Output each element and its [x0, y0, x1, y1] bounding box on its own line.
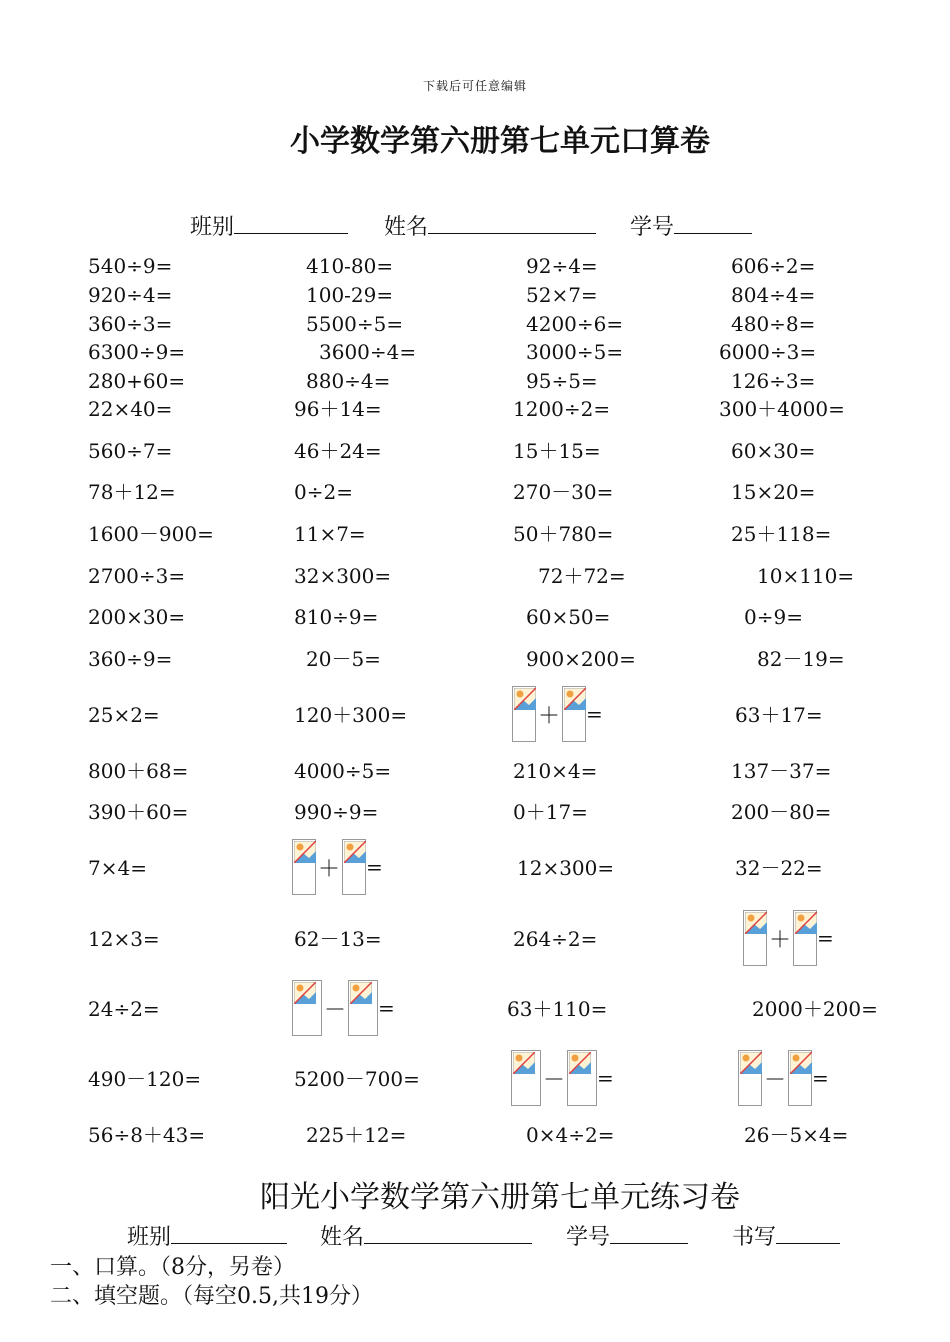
equals-sign: = — [586, 702, 603, 726]
problem: 880÷4= — [306, 369, 391, 393]
problem: 6300÷9= — [88, 340, 186, 364]
problem: 0×4÷2= — [526, 1123, 615, 1147]
problem: 26－5×4= — [744, 1123, 849, 1147]
problem: 60×50= — [526, 605, 611, 629]
class-blank[interactable] — [171, 1223, 287, 1244]
name-blank[interactable] — [364, 1223, 532, 1244]
problem: 210×4= — [513, 759, 598, 783]
problem: 540÷9= — [88, 254, 173, 278]
problem: 32×300= — [294, 564, 392, 588]
problem: 56÷8＋43= — [88, 1123, 206, 1147]
top-note: 下载后可任意编辑 — [422, 79, 527, 93]
fraction-image-placeholder — [292, 980, 322, 1036]
second-title: 阳光小学数学第六册第七单元练习卷 — [260, 1180, 740, 1215]
problem: 5200－700= — [294, 1067, 420, 1091]
name-field-2 — [320, 1220, 532, 1251]
problem: 200×30= — [88, 605, 186, 629]
id-label: 学号 — [630, 215, 675, 240]
problem: 480÷8= — [731, 312, 816, 336]
fraction-image-placeholder — [511, 1050, 541, 1106]
fraction-image-placeholder — [788, 1050, 812, 1106]
problem: 32－22= — [735, 856, 823, 880]
equals-sign: = — [597, 1066, 614, 1090]
problem: 15×20= — [731, 480, 816, 504]
name-label: 姓名 — [320, 1225, 365, 1250]
class-blank[interactable] — [234, 213, 348, 234]
fraction-image-placeholder — [743, 910, 767, 966]
writing-field — [732, 1220, 840, 1251]
fraction-image-placeholder — [348, 980, 378, 1036]
problem: 100-29= — [306, 283, 394, 307]
problem: 60×30= — [731, 439, 816, 463]
writing-label: 书写 — [732, 1225, 777, 1250]
equals-sign: = — [812, 1066, 829, 1090]
fraction-image-placeholder — [292, 839, 316, 895]
minus-sign: － — [324, 997, 347, 1023]
fraction-image-placeholder — [567, 1050, 597, 1106]
fraction-problem — [512, 686, 603, 742]
problem: 95÷5= — [526, 369, 598, 393]
fraction-image-placeholder — [512, 686, 536, 742]
minus-sign: － — [764, 1067, 787, 1093]
id-field — [630, 210, 752, 241]
problem: 390＋60= — [88, 800, 189, 824]
name-label: 姓名 — [384, 215, 429, 240]
problem: 560÷7= — [88, 439, 173, 463]
problem: 6000÷3= — [719, 340, 817, 364]
problem: 200－80= — [731, 800, 832, 824]
problem: 1200÷2= — [513, 397, 611, 421]
section-heading: 一、口算。（8分，另卷） — [50, 1255, 295, 1280]
problem: 50＋780= — [513, 522, 614, 546]
name-field — [384, 210, 596, 241]
problem: 137－37= — [731, 759, 832, 783]
plus-sign: ＋ — [318, 856, 341, 882]
problem: 126÷3= — [731, 369, 816, 393]
problem: 410-80= — [306, 254, 394, 278]
problem: 96＋14= — [294, 397, 382, 421]
problem: 900×200= — [526, 647, 636, 671]
problem: 7×4= — [88, 856, 147, 880]
plus-sign: ＋ — [769, 927, 792, 953]
problem: 4200÷6= — [526, 312, 624, 336]
problem: 280+60= — [88, 369, 186, 393]
problem: 92÷4= — [526, 254, 598, 278]
problem: 1600－900= — [88, 522, 214, 546]
problem: 11×7= — [294, 522, 366, 546]
equals-sign: = — [366, 855, 383, 879]
problem: 4000÷5= — [294, 759, 392, 783]
id-blank[interactable] — [674, 213, 752, 234]
fraction-problem — [292, 980, 395, 1036]
id-blank[interactable] — [610, 1223, 688, 1244]
problem: 5500÷5= — [306, 312, 404, 336]
problem: 120＋300= — [294, 703, 408, 727]
problem: 810÷9= — [294, 605, 379, 629]
section-heading: 二、填空题。（每空0.5,共19分） — [50, 1284, 373, 1309]
problem: 63＋17= — [735, 703, 823, 727]
problem: 20－5= — [306, 647, 381, 671]
fraction-image-placeholder — [793, 910, 817, 966]
problem: 46＋24= — [294, 439, 382, 463]
problem: 300＋4000= — [719, 397, 845, 421]
problem: 264÷2= — [513, 927, 598, 951]
problem: 22×40= — [88, 397, 173, 421]
problem: 800＋68= — [88, 759, 189, 783]
problem: 360÷3= — [88, 312, 173, 336]
fraction-image-placeholder — [342, 839, 366, 895]
page-title: 小学数学第六册第七单元口算卷 — [290, 124, 710, 159]
problem: 15＋15= — [513, 439, 601, 463]
equals-sign: = — [378, 996, 395, 1020]
id-field-2 — [566, 1220, 688, 1251]
problem: 63＋110= — [507, 997, 608, 1021]
plus-sign: ＋ — [538, 703, 561, 729]
fraction-problem — [292, 839, 383, 895]
problem: 3600÷4= — [319, 340, 417, 364]
problem: 606÷2= — [731, 254, 816, 278]
problem: 490－120= — [88, 1067, 202, 1091]
problem: 2700÷3= — [88, 564, 186, 588]
problem: 225＋12= — [306, 1123, 407, 1147]
problem: 990÷9= — [294, 800, 379, 824]
class-label: 班别 — [190, 215, 235, 240]
problem: 25×2= — [88, 703, 160, 727]
problem: 82－19= — [757, 647, 845, 671]
name-blank[interactable] — [428, 213, 596, 234]
problem: 78＋12= — [88, 480, 176, 504]
class-field — [190, 210, 348, 241]
problem: 72＋72= — [538, 564, 626, 588]
problem: 0÷2= — [294, 480, 353, 504]
problem: 0÷9= — [744, 605, 803, 629]
fraction-problem — [511, 1050, 614, 1106]
minus-sign: － — [543, 1067, 566, 1093]
problem: 3000÷5= — [526, 340, 624, 364]
fraction-image-placeholder — [562, 686, 586, 742]
problem: 0＋17= — [513, 800, 588, 824]
fraction-problem — [743, 910, 834, 966]
id-label: 学号 — [566, 1225, 611, 1250]
problem: 360÷9= — [88, 647, 173, 671]
problem: 12×300= — [517, 856, 615, 880]
fraction-image-placeholder — [738, 1050, 762, 1106]
fraction-problem — [738, 1050, 829, 1106]
class-label: 班别 — [127, 1225, 172, 1250]
problem: 25＋118= — [731, 522, 832, 546]
problem: 920÷4= — [88, 283, 173, 307]
problem: 10×110= — [757, 564, 855, 588]
equals-sign: = — [817, 926, 834, 950]
problem: 52×7= — [526, 283, 598, 307]
problem: 270－30= — [513, 480, 614, 504]
writing-blank[interactable] — [776, 1223, 840, 1244]
problem: 12×3= — [88, 927, 160, 951]
problem: 2000＋200= — [752, 997, 878, 1021]
problem: 804÷4= — [731, 283, 816, 307]
class-field-2 — [127, 1220, 287, 1251]
problem: 24÷2= — [88, 997, 160, 1021]
problem: 62－13= — [294, 927, 382, 951]
